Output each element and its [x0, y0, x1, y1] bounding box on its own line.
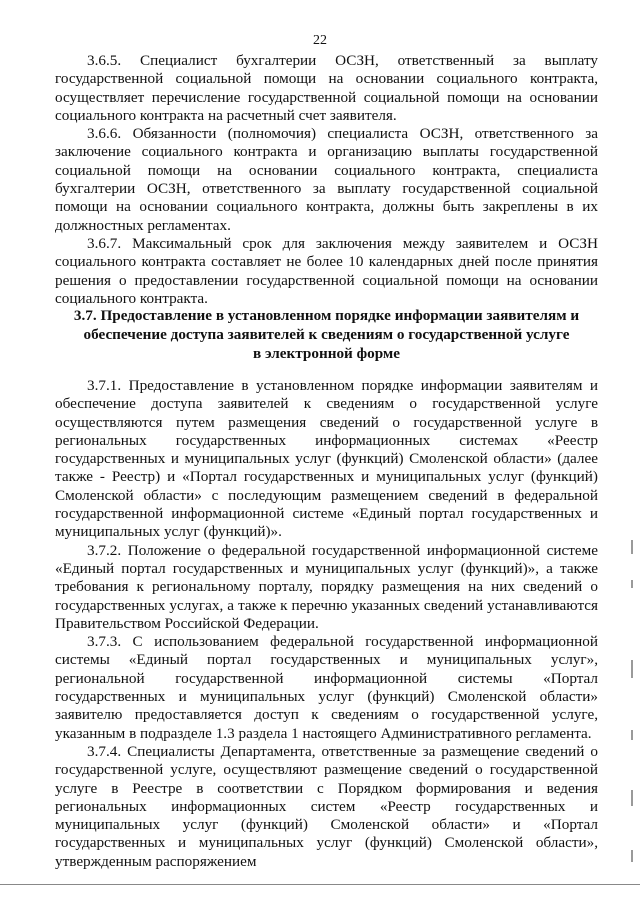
paragraph-3-7-2: 3.7.2. Положение о федеральной государственной информационной системе «Единый портал государственных и муниципальных услуг (функций)», а также требования к региональному порталу, порядку размещения на них сведений о государственных услугах, а также к перечню указанных сведений устанавливаются Правительством Российской Федерации. — [55, 541, 598, 632]
scan-edge-marks — [631, 520, 637, 900]
paragraph-3-6-6: 3.6.6. Обязанности (полномочия) специалиста ОСЗН, ответственного за заключение социального контракта и организацию выплаты государственной социальной помощи на основании социального контракта, специалиста бухгалтерии ОСЗН, ответственного за выплату государственной социальной помощи на основании социального контракта, должны быть закреплены в их должностных регламентах. — [55, 125, 598, 234]
heading-line-2: обеспечение доступа заявителей к сведениям о государственной услуге — [83, 326, 570, 343]
paragraph-3-7-1: 3.7.1. Предоставление в установленном порядке информации заявителям и обеспечение доступа заявителей к сведениям о государственной услуге осуществляются путем размещения сведений о государственной услуге в региональных государственных информационных системах «Реестр государственных и муниципальных услуг (функций) Смоленской области» (далее также - Реестр) и «Портал государственных и муниципальных услуг (функций) Смоленской области» с последующим размещением сведений в федеральной государственной информационной системе «Единый портал государственных и муниципальных услуг (функций)». — [55, 377, 598, 541]
bottom-divider — [0, 884, 640, 885]
paragraph-3-6-7: 3.6.7. Максимальный срок для заключения между заявителем и ОСЗН социального контракта составляет не более 10 календарных дней после принятия решения о предоставлении государственной социальной помощи на основании социального контракта. — [55, 234, 598, 307]
section-3-7-heading — [55, 306, 598, 363]
section-3-6-continuation — [55, 52, 598, 308]
page-number: 22 — [313, 33, 327, 48]
paragraph-3-7-3: 3.7.3. С использованием федеральной государственной информационной системы «Единый портал государственных и муниципальных услуг», региональной государственной информационной системы «Портал государственных и муниципальных услуг (функций) Смоленской области» заявителю предоставляется доступ к сведениям о государственной услуге, указанным в подразделе 1.3 раздела 1 настоящего Административного регламента. — [55, 633, 598, 742]
heading-line-1: 3.7. Предоставление в установленном порядке информации заявителям и — [73, 307, 580, 324]
paragraph-3-6-5: 3.6.5. Специалист бухгалтерии ОСЗН, ответственный за выплату государственной социальной помощи на основании социального контракта, осуществляет перечисление государственной социальной помощи на основании социального контракта на расчетный счет заявителя. — [55, 52, 598, 124]
section-3-7-body — [55, 377, 598, 871]
heading-line-3: в электронной форме — [252, 345, 401, 362]
paragraph-3-7-4: 3.7.4. Специалисты Департамента, ответственные за размещение сведений о государственной услуге, осуществляют размещение сведений о государственной услуге в Реестре в соответствии с Порядком формирования и ведения региональных информационных систем «Реестр государственных и муниципальных услуг (функций) Смоленской области» и «Портал государственных и муниципальных услуг (функций) Смоленской области», утвержденным распоряжением — [55, 742, 598, 870]
